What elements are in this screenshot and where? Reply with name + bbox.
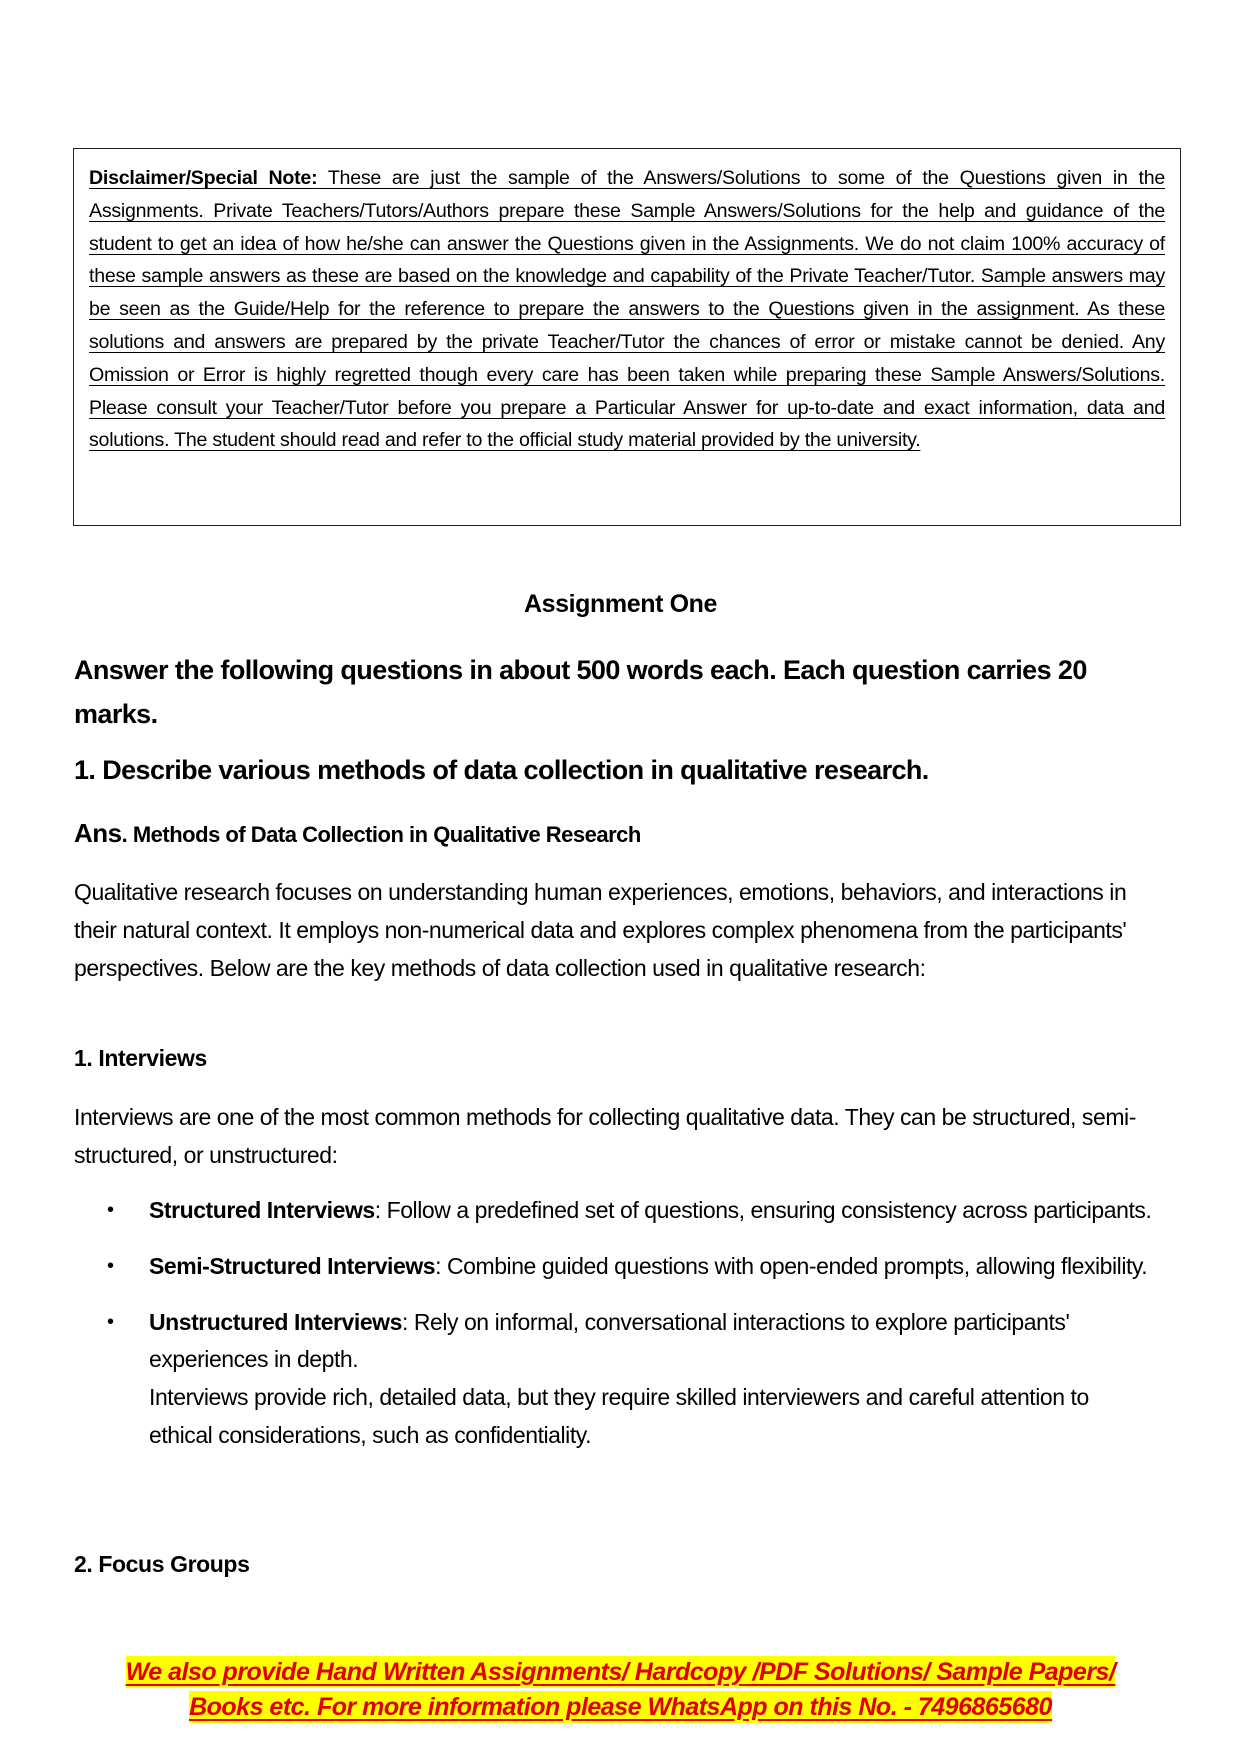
bullet-icon: • bbox=[107, 1199, 114, 1221]
disclaimer-box bbox=[73, 148, 1181, 526]
section-heading-interviews: 1. Interviews bbox=[74, 1045, 207, 1071]
interview-types-list bbox=[74, 1192, 1154, 1473]
section-heading-focus-groups: 2. Focus Groups bbox=[74, 1551, 250, 1577]
bullet-term: Unstructured Interviews bbox=[149, 1308, 402, 1335]
interviews-paragraph: Interviews are one of the most common methods for collecting qualitative data. They can be structured, semi-structured, or unstructured: bbox=[74, 1104, 1136, 1168]
assignment-title: Assignment One bbox=[523, 590, 718, 618]
list-item bbox=[74, 1304, 1154, 1455]
instructions: Answer the following questions in about 500 words each. Each question carries 20 marks. bbox=[74, 655, 1087, 729]
intro-paragraph: Qualitative research focuses on understanding human experiences, emotions, behaviors, and interactions in their natural context. It employs non-numerical data and explores complex phenomena from the participants' perspectives. Below are the key methods of data collection used in qualitative research: bbox=[74, 879, 1127, 981]
bullet-term: Semi-Structured Interviews bbox=[149, 1252, 436, 1279]
bullet-text: : Follow a predefined set of questions, ensuring consistency across participants. bbox=[374, 1197, 1152, 1223]
promo-line-2: Books etc. For more information please WhatsApp on this No. - 7496865680 bbox=[189, 1693, 1052, 1721]
list-item bbox=[74, 1248, 1154, 1286]
answer-heading bbox=[74, 818, 1174, 849]
list-item bbox=[74, 1192, 1154, 1230]
answer-separator: . bbox=[121, 822, 133, 847]
bullet-text: : Rely on informal, conversational interactions to explore participants' experiences in depth. bbox=[149, 1308, 1070, 1373]
disclaimer-body: These are just the sample of the Answers/Solutions to some of the Questions given in the Assignments. Private Teachers/Tutors/Authors prepare these Sample Answers/Solutions for the help and guidance of the student to get an idea of how he/she can answer the Questions given in the Assignments. We do not claim 100% accuracy of these sample answers as these are based on the knowledge and capability of the Private Teacher/Tutor. Sample answers may be seen as the Guide/Help for the reference to prepare the answers to the Questions given in the assignment. As these solutions and answers are prepared by the private Teacher/Tutor the chances of error or mistake cannot be denied. Any Omission or Error is highly regretted though every care has been taken while preparing these Sample Answers/Solutions. Please consult your Teacher/Tutor before you prepare a Particular Answer for up-to-date and exact information, data and solutions. The student should read and refer to the official study material provided by the university. bbox=[89, 167, 1165, 452]
answer-label: Ans bbox=[74, 818, 122, 848]
bullet-icon: • bbox=[107, 1310, 114, 1333]
promo-line-1: We also provide Hand Written Assignments/ Hardcopy /PDF Solutions/ Sample Papers/ bbox=[125, 1658, 1116, 1686]
bullet-term: Structured Interviews bbox=[149, 1197, 375, 1223]
answer-title: Methods of Data Collection in Qualitative Research bbox=[132, 822, 641, 847]
disclaimer-label: Disclaimer/Special Note: bbox=[89, 167, 318, 189]
bullet-icon: • bbox=[107, 1254, 114, 1277]
bullet-continuation-text: Interviews provide rich, detailed data, but they require skilled interviewers and careful attention to ethical considerations, such as confidentiality. bbox=[149, 1384, 1089, 1448]
promo-footer bbox=[0, 1655, 1241, 1725]
bullet-text: : Combine guided questions with open-ended prompts, allowing flexibility. bbox=[435, 1252, 1148, 1279]
question-heading: 1. Describe various methods of data collection in qualitative research. bbox=[74, 755, 929, 785]
disclaimer-text bbox=[89, 162, 1165, 457]
